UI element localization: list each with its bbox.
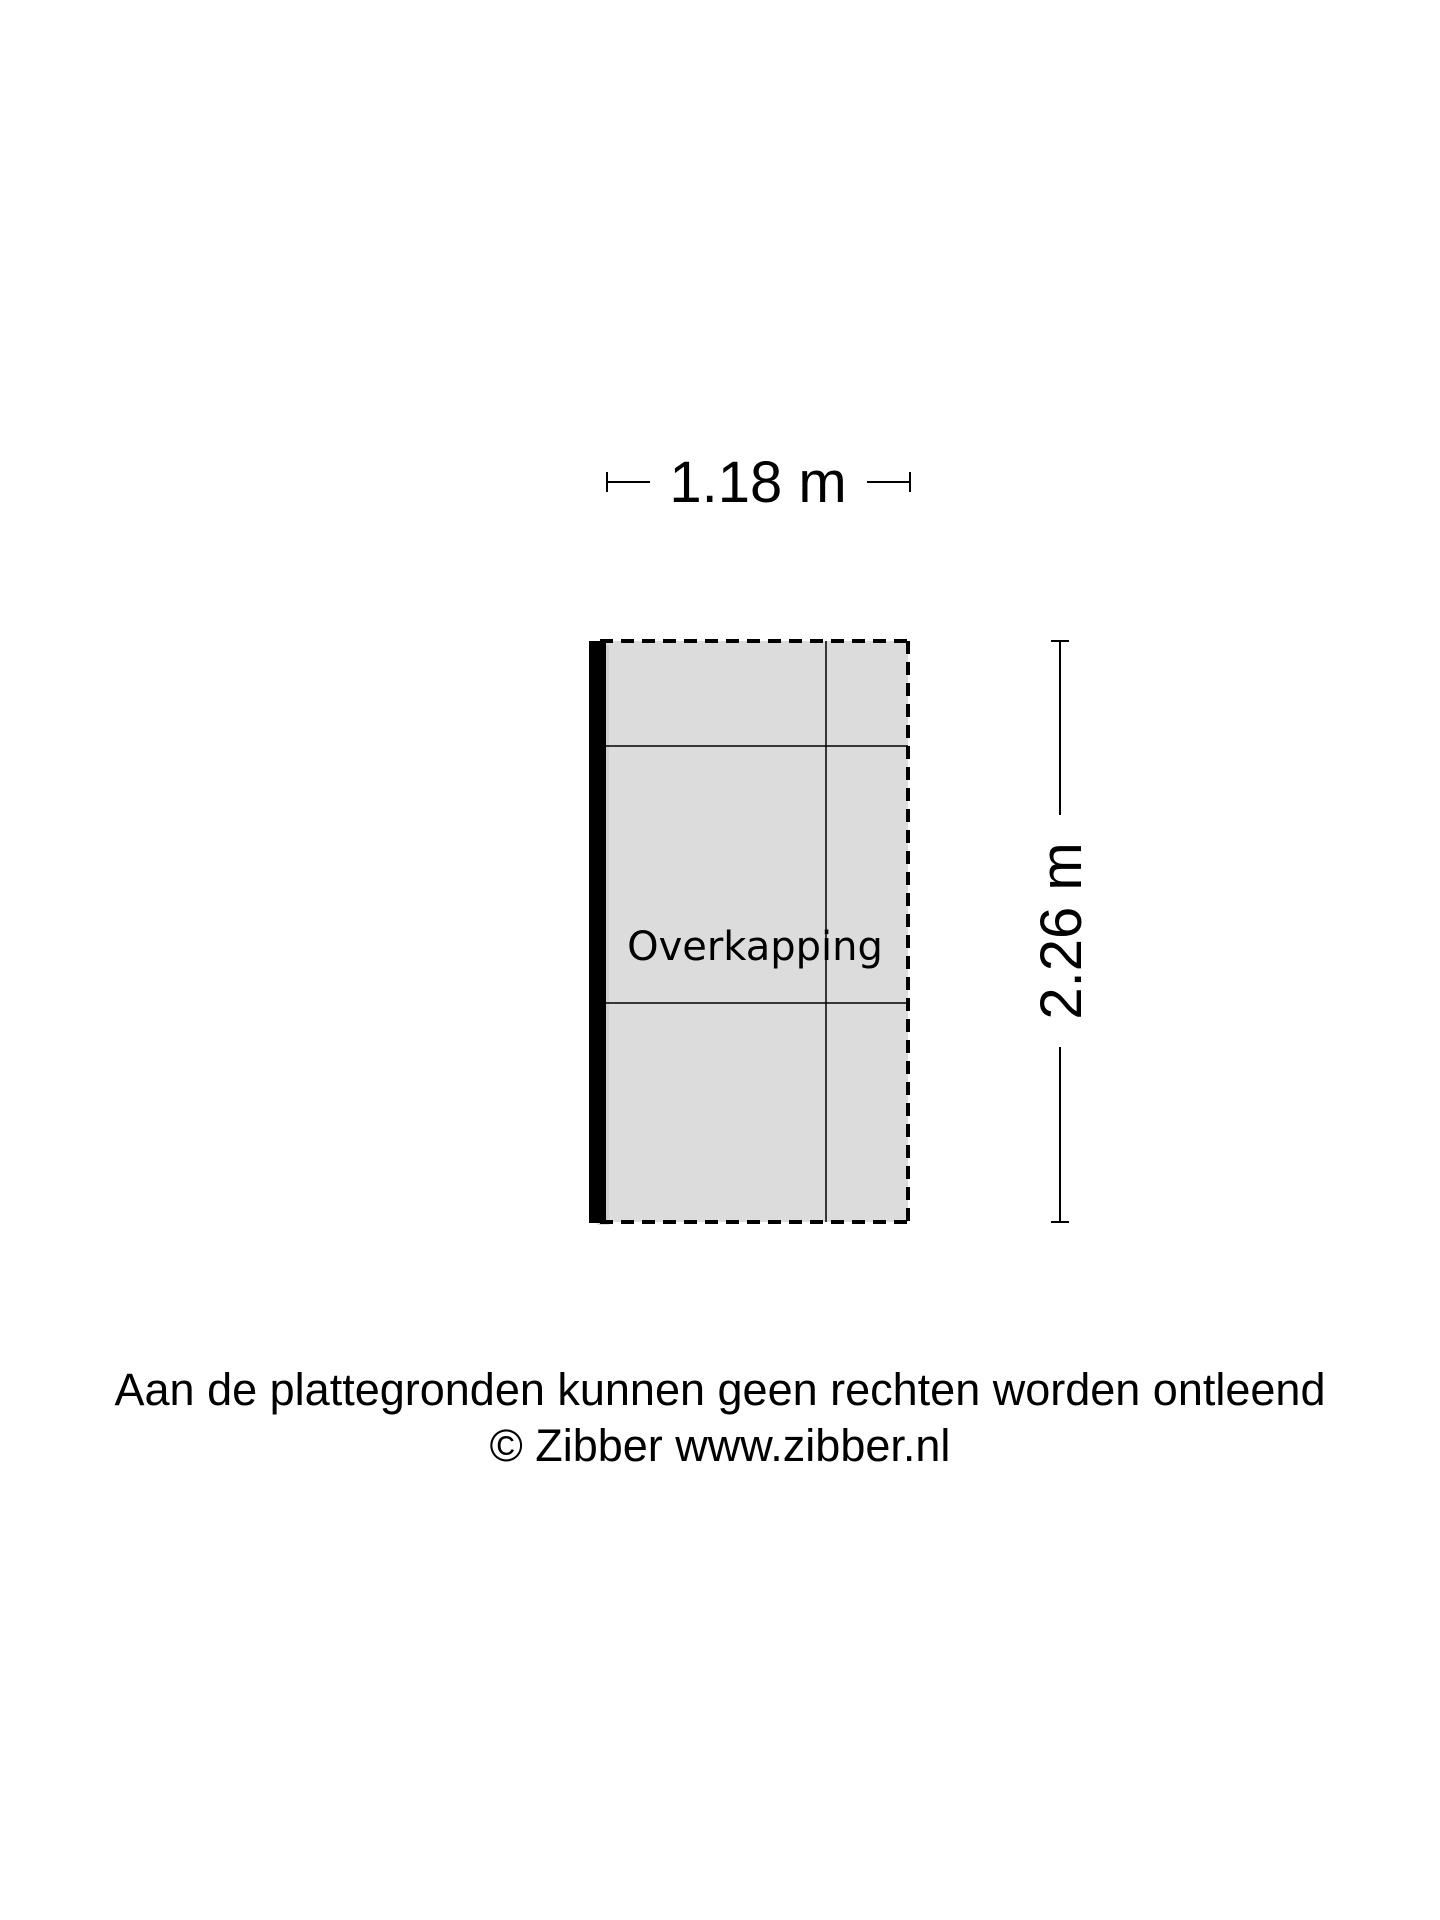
width-dimension xyxy=(607,450,910,515)
height-dimension-label: 2.26 m xyxy=(1029,842,1094,1020)
width-dimension-label: 1.18 m xyxy=(669,450,847,515)
copyright-text: © Zibber www.zibber.nl xyxy=(489,1420,951,1471)
wall-left xyxy=(589,641,606,1223)
height-dimension xyxy=(1029,641,1094,1222)
room-label: Overkapping xyxy=(627,924,883,970)
disclaimer-text: Aan de plattegronden kunnen geen rechten worden ontleend xyxy=(114,1364,1326,1415)
